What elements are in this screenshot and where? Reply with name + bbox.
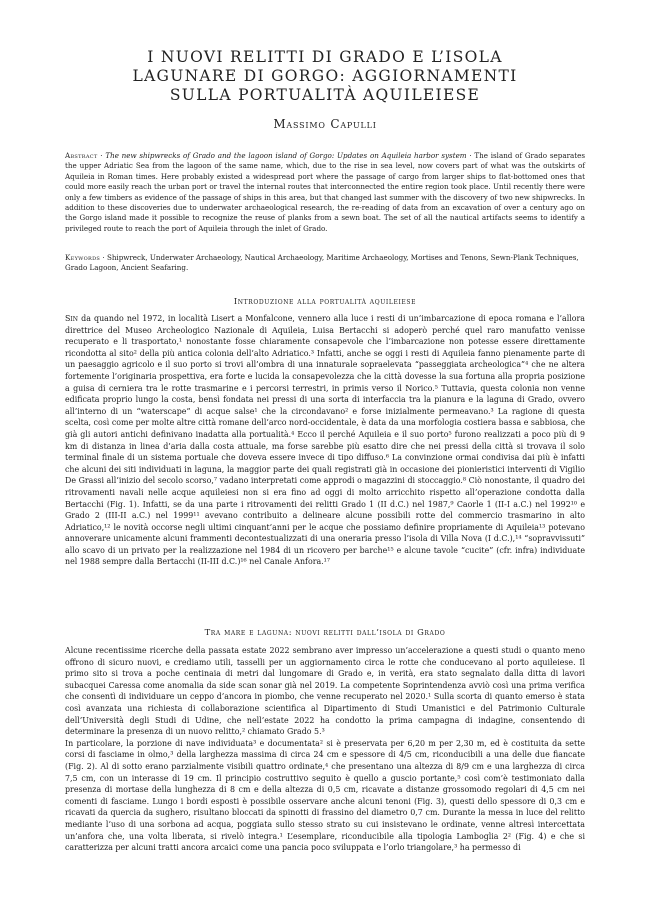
abstract-text: The island of Grado separates the upper Adriatic Sea from the lagoon of the same name, which, due to the rise in sea level, now covers part of what was the outskirts of Aquileia in Roman times. Here probably existed a widespread port where the passage of cargo from larger ships to flat-bottomed ones that could more easily reach the urban port or travel the internal routes that interconnected the entire region took place. Until recently there were only a few timbers as evidence of the passage of ships in this area, but that changed last summer with the discovery of two new shipwrecks. In addition to these discoveries due to underwater archaeological research, the re-reading of data from an excavation of over a century ago on the Gorgo island made it possible to recognize the reuse of planks from a sewn boat. The set of all the nautical artifacts seems to identify a privileged route to reach the port of Aquileia through the inlet of Grado. (65, 151, 586, 233)
title-line-1: I NUOVI RELITTI DI GRADO E L’ISOLA (147, 48, 503, 66)
abstract: Abstract · The new shipwrecks of Grado and the lagoon island of Gorgo: Updates on Aquileia harbor system · The island of Grado separates the upper Adriatic Sea from the lagoon of the same name, which, due to the rise in sea level, now covers part of what was the outskirts of Aquileia in Roman times. Here probably existed a widespread port where the passage of cargo from larger ships to flat-bottomed ones that could more easily reach the urban port or travel the internal routes that interconnected the entire region took place. Until recently there were only a few timbers as evidence of the passage of ships in this area, but that changed last summer with the discovery of two new shipwrecks. In addition to these discoveries due to underwater archaeological research, the re-reading of data from an excavation of over a century ago on the Gorgo island made it possible to recognize the reuse of planks from a sewn boat. The set of all the nautical artifacts seems to identify a privileged route to reach the port of Aquileia through the inlet of Grado. (65, 151, 586, 233)
abstract-label: Abstract (65, 151, 98, 160)
section-1-initial-word: Sin (65, 314, 79, 323)
section-1-body (65, 313, 585, 568)
section-2-paragraph-1: Alcune recentissime ricerche della passata estate 2022 sembrano aver impresso un’accelerazione a questi studi o quanto meno offrono di sicuro nuovi, e crediamo utili, tasselli per un aggiornamento circa le rotte che conducevano al porto aquileiese. Il primo sito si trova a poche centinaia di metri dal lungomare di Grado e, in verità, era stato segnalato dalla ditta di lavori subacquei Caressa come anomalia da side scan sonar già nel 2019. La competente Soprintendenza avviò così una prima verifica che consentì di individuare un ceppo d’ancora in piombo, che venne recuperato nel 2020.¹ Sulla scorta di quanto emerso è stata così avanzata una richiesta di collaborazione scientifica al Dipartimento di Studi Umanistici e del Patrimonio Culturale dell’Università degli Studi di Udine, che nell’estate 2022 ha condotto la prima campagna di indagine, consentendo di determinare la presenza di un nuovo relitto,² chiamato Grado 5.³ (65, 646, 585, 737)
section-heading-introduzione: Introduzione alla portualità aquileiese (233, 296, 417, 306)
section-1-paragraph (65, 313, 585, 568)
keywords: Keywords · Shipwreck, Underwater Archaeology, Nautical Archaeology, Maritime Archaeology, Mortises and Tenons, Sewn-Plank Techniques, Grado Lagoon, Ancient Seafaring. (65, 253, 579, 273)
abstract-english-title: The new shipwrecks of Grado and the lagoon island of Gorgo: Updates on Aquileia harbor system (105, 151, 467, 160)
section-heading-tra-mare-e-laguna: Tra mare e laguna: nuovi relitti dall’isola di Grado (204, 627, 446, 637)
section-1-text: da quando nel 1972, in località Lisert a Monfalcone, vennero alla luce i resti di un’imbarcazione di epoca romana e l’allora direttrice del Museo Archeologico Nazionale di Aquileia, Luisa Bertacchi si adoperò perché quel raro manufatto venisse recuperato e li trasportato,¹ nonostante fosse chiaramente consapevole che l’imbarcazione non potesse essere direttamente ricondotta al sito² della più antica colonia dell’alto Adriatico.³ Infatti, anche se oggi i resti di Aquileia fanno pienamente parte di un paesaggio agricolo e il suo porto si trovi all’ombra di una innaturale sopraelevata “passeggiata archeologica”⁴ che ne altera fortemente l’originaria prospettiva, era forte e lucida la consapevolezza che la città dovesse la sua fortuna alla propria posizione a guisa di cerniera tra le rotte trasmarine e i percorsi terrestri, in primis verso il Norico.⁵ Tuttavia, questa colonia non venne edificata proprio lungo la costa, bensì fondata nei pressi di una sorta di interfaccia tra la pianura e la laguna di Grado, ovvero all’interno di un “waterscape” di acque salse¹ che la circondavano² e forse inizialmente permeavano.³ La ragione di questa scelta, così come per molte altre città romane dell’arco nord-occidentale, è data da una morfologia costiera bassa e sabbiosa, che già gli autori antichi definivano inadatta alla portualità.⁴ Ecco il perché Aquileia e il suo porto⁵ furono realizzati a poco più di 9 km di distanza in linea d’aria dalla costa attuale, ma forse sarebbe più esatto dire che nei pressi della città si trovava il solo terminal finale di un sistema portuale che doveva essere invece di tipo diffuso.⁶ La convinzione ormai condivisa dai più è infatti che alcuni dei siti individuati in laguna, la maggior parte dei quali registrati già in occasione dei pionieristici interventi di Vigilio De Grassi all’inizio del secolo scorso,⁷ vadano interpretati come approdi o magazzini di stoccaggio.⁸ Ciò nonostante, il quadro dei ritrovamenti navali nelle acque aquileiesi non si era fino ad oggi di molto arricchito rispetto all’operazione condotta dalla Bertacchi (Fig. 1). Infatti, se da una parte i ritrovamenti dei relitti Grado 1 (II d.C.) nel 1987,⁹ Caorle 1 (II-I a.C.) nel 1992¹⁰ e Grado 2 (III-II a.C.) nel 1999¹¹ avevano contribuito a delineare alcune possibili rotte del commercio trasmarino in alto Adriatico,¹² le novità occorse negli ultimi cinquant’anni per le acque che possiamo definire propriamente di Aquileia¹³ potevano annoverare unicamente alcuni frammenti decontestualizzati di una oneraria presso l’isola di Villa Nova (I d.C.),¹⁴ “sopravvissuti” allo scavo di un privato per la realizzazione nel 1984 di un ricovero per barche¹⁵ e alcune tavole “cucite” (cfr. infra) individuate nel 1988 sempre dalla Bertacchi (II-III d.C.)¹⁶ nel Canale Anfora.¹⁷ (65, 314, 586, 567)
section-2-body (65, 645, 585, 854)
section-2-paragraph-2: In particolare, la porzione di nave individuata³ e documentata² si è preservata per 6,20 m per 2,30 m, ed è costituita da sette corsi di fasciame in olmo,³ della larghezza massima di circa 24 cm e spessore di 4/5 cm, riconducibili a una delle due fiancate (Fig. 2). Al di sotto erano parzialmente visibili quattro ordinate,⁴ che presentano una altezza di 8/9 cm e una larghezza di circa 7,5 cm, con un interasse di 19 cm. Il principio costruttivo seguito è quello a guscio portante,⁵ così com’è testimoniato dalla presenza di mortase della lunghezza di 8 cm e della altezza di 0,5 cm, ricavate a distanze grossomodo regolari di 4,5 cm nei comenti di fasciame. Lungo i bordi esposti è possibile osservare anche alcuni tenoni (Fig. 3), questi dello spessore di 0,3 cm e ricavati da quercia da sughero, risultano bloccati da spinotti di frassino del diametro 0,7 cm. Durante la messa in luce del relitto mediante l’uso di una sorbona ad acqua, poggiata sullo stesso strato su cui insistevano le ordinate, venne altresì intercettata un’anfora che, una volta liberata, si rivelò integra.¹ L’esemplare, riconducibile alla tipologia Lamboglia 2² (Fig. 4) e che si caratterizza per alcuni tratti ancora arcaici come una pancia poco sviluppata e l’orlo triangolare,³ ha permesso di (65, 738, 585, 853)
author-name: Massimo Capulli (273, 117, 377, 131)
keywords-text: Shipwreck, Underwater Archaeology, Nautical Archaeology, Maritime Archaeology, Mortises and Tenons, Sewn-Plank Techniques, Grado Lagoon, Ancient Seafaring. (65, 253, 579, 273)
keywords-label: Keywords (65, 253, 101, 262)
title-line-3: SULLA PORTUALITÀ AQUILEIESE (169, 86, 481, 104)
title-line-2: LAGUNARE DI GORGO: AGGIORNAMENTI (132, 67, 518, 85)
article-title (0, 48, 650, 105)
